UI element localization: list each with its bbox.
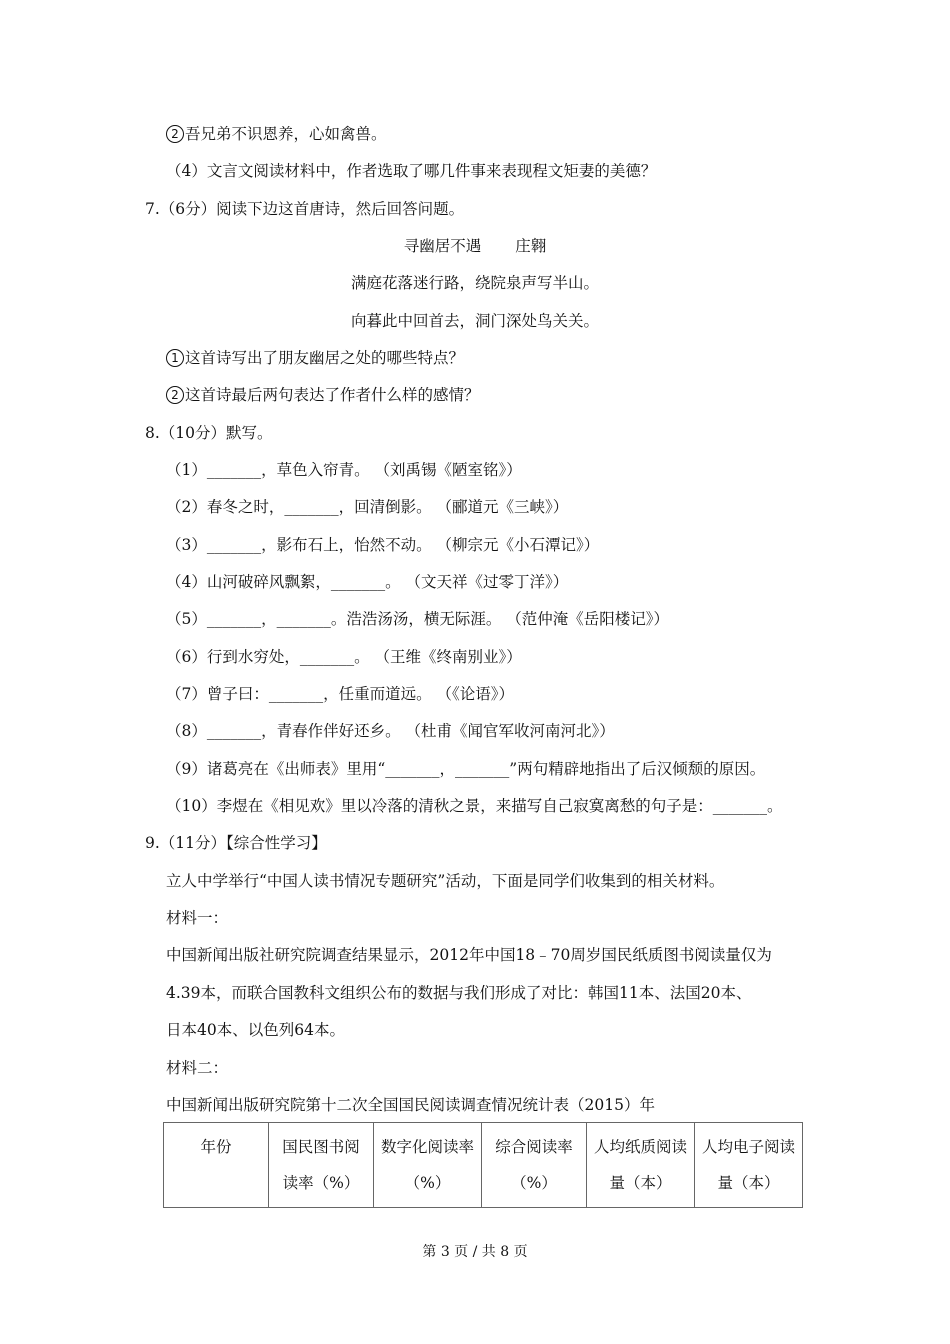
q6-item-4: （4）文言文阅读材料中，作者选取了哪几件事来表现程文矩妻的美德？: [166, 162, 657, 180]
page-footer: 第 3 页 / 共 8 页: [422, 1244, 528, 1260]
q8-item: （10）李煜在《相见欢》里以冷落的清秋之景，来描写自己寂寞离愁的句子是：_______。: [166, 797, 783, 815]
q8-item: （2）春冬之时，_______，回清倒影。 （郦道元《三峡》）: [166, 498, 569, 516]
table-header-row: [164, 1123, 803, 1208]
circled-number-1: 1: [166, 349, 184, 367]
q7-sub-2: [166, 384, 480, 406]
reading-stats-table: [163, 1122, 803, 1208]
table-header-cell: 年份: [164, 1123, 269, 1208]
table-header-cell: 综合阅读率 （%）: [482, 1123, 587, 1208]
material-2-label: 材料二：: [166, 1059, 229, 1077]
table-header-cell: 数字化阅读率 （%）: [374, 1123, 482, 1208]
q8-heading: 8.（10分）默写。: [145, 424, 273, 442]
material-1-line-1: 中国新闻出版社研究院调查结果显示，2012年中国18﹣70周岁国民纸质图书阅读量仅为: [166, 946, 772, 964]
material-1-line-3: 日本40本、以色列64本。: [166, 1021, 345, 1039]
q8-item: （1）_______，草色入帘青。 （刘禹锡《陋室铭》）: [166, 461, 522, 479]
q9-intro: 立人中学举行“中国人读书情况专题研究”活动，下面是同学们收集到的相关材料。: [166, 872, 725, 890]
table-caption: 中国新闻出版研究院第十二次全国国民阅读调查情况统计表（2015）年: [166, 1096, 655, 1114]
q8-item: （7）曾子曰：_______，任重而道远。 （《论语》）: [166, 685, 515, 703]
table-header-cell: 人均电子阅读 量（本）: [695, 1123, 803, 1208]
material-1-label: 材料一：: [166, 909, 229, 927]
poem-line-1: 满庭花落迷行路，绕院泉声写半山。: [350, 274, 599, 292]
q8-item: （4）山河破碎风飘絮，_______。 （文天祥《过零丁洋》）: [166, 573, 569, 591]
q7-sub-2-text: 这首诗最后两句表达了作者什么样的感情？: [185, 386, 480, 404]
table-header-cell: 国民图书阅 读率（%）: [269, 1123, 374, 1208]
q9-heading: 9.（11分）【综合性学习】: [145, 834, 327, 852]
q8-item: （3）_______，影布石上，怡然不动。 （柳宗元《小石潭记》）: [166, 536, 600, 554]
q8-item: （9）诸葛亮在《出师表》里用“_______，_______”两句精辟地指出了后汉倾颓的原因。: [166, 760, 766, 778]
poem-title-line: [0, 235, 950, 257]
q6-item-2-text: 吾兄弟不识恩养，心如禽兽。: [185, 125, 387, 143]
poem-title: 寻幽居不遇: [403, 237, 482, 255]
table-header-cell: 人均纸质阅读 量（本）: [587, 1123, 695, 1208]
q7-sub-1: [166, 347, 464, 369]
q7-heading: 7.（6分）阅读下边这首唐诗，然后回答问题。: [145, 200, 465, 218]
material-1-line-2: 4.39本，而联合国教科文组织公布的数据与我们形成了对比：韩国11本、法国20本、: [166, 984, 752, 1002]
poem-author: 庄翱: [515, 237, 547, 255]
circled-number-2: 2: [166, 386, 184, 404]
circled-number-2: 2: [166, 125, 184, 143]
poem-line-2: 向暮此中回首去，洞门深处鸟关关。: [350, 312, 599, 330]
q8-item: （8）_______，青春作伴好还乡。 （杜甫《闻官军收河南河北》）: [166, 722, 615, 740]
q8-item: （5）_______，_______。浩浩汤汤，横无际涯。 （范仲淹《岳阳楼记》）: [166, 610, 670, 628]
q7-sub-1-text: 这首诗写出了朋友幽居之处的哪些特点？: [185, 349, 465, 367]
q8-item: （6）行到水穷处，_______。 （王维《终南别业》）: [166, 648, 522, 666]
q6-item-2: [166, 123, 387, 145]
